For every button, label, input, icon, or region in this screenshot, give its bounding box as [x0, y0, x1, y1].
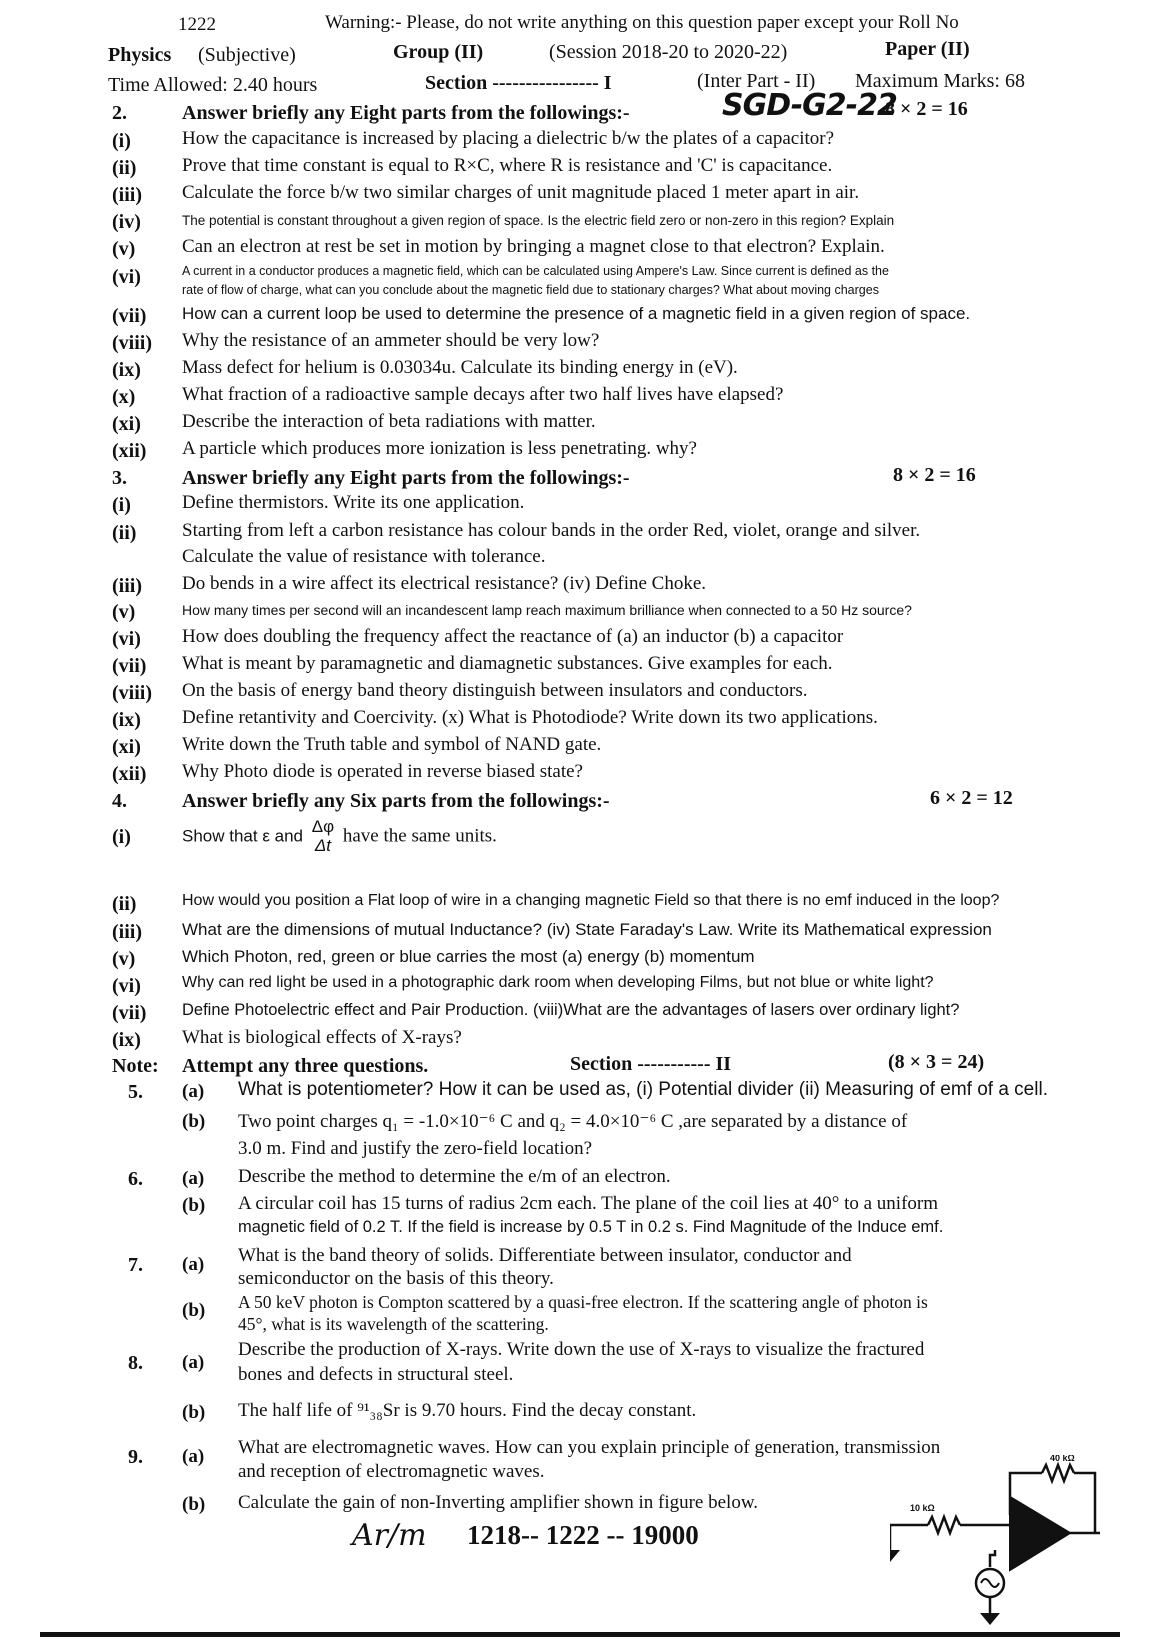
q7-part-b-cont: 45°, what is its wavelength of the scattering.: [238, 1314, 549, 1334]
group: Group (II): [393, 41, 484, 63]
q3-part-text: What is meant by paramagnetic and diamagnetic substances. Give examples for each.: [182, 653, 833, 674]
q2-part-text: Mass defect for helium is 0.03034u. Calculate its binding energy in (eV).: [182, 357, 738, 378]
non-inverting-amplifier-circuit: [890, 1455, 1120, 1645]
q2-part-number: (iv): [112, 211, 141, 233]
q2-part-text: How can a current loop be used to determine the presence of a magnetic field in a given region of space.: [182, 304, 971, 323]
q2-part-text: Calculate the force b/w two similar charges of unit magnitude placed 1 meter apart in air.: [182, 182, 860, 203]
q2-part-number: (ix): [112, 359, 141, 381]
q3-part-number: (xi): [112, 736, 141, 758]
part-a-label: (a): [182, 1352, 205, 1373]
q3-part-text: Starting from left a carbon resistance has colour bands in the order Red, violet, orange and silver.: [182, 520, 921, 541]
flux-rate-fraction: [312, 818, 334, 855]
q4-marks: 6 × 2 = 12: [930, 787, 1013, 809]
q5-part-b: Two point charges q₁ = -1.0×10⁻⁶ C and q₂ = 4.0×10⁻⁶ C ,are separated by a distance of: [238, 1111, 908, 1132]
q7-part-a-cont: semiconductor on the basis of this theory.: [238, 1268, 554, 1289]
resistor-10k-icon: [928, 1517, 960, 1533]
q5-number: 5.: [128, 1081, 143, 1103]
q9-part-a: What are electromagnetic waves. How can you explain principle of generation, transmission: [238, 1437, 941, 1458]
subject: Physics: [108, 44, 172, 66]
q4-part-number: (i): [112, 826, 131, 848]
q5-part-b-cont: 3.0 m. Find and justify the zero-field location?: [238, 1138, 593, 1159]
q2-part-text: How the capacitance is increased by placing a dielectric b/w the plates of a capacitor?: [182, 128, 835, 149]
q2-marks: 8 × 2 = 16: [885, 98, 968, 120]
subject-type: (Subjective): [198, 44, 296, 66]
q4-part-text: How would you position a Flat loop of wire in a changing magnetic Field so that there is no emf induced in the loop?: [182, 892, 1000, 909]
ground-icon: [980, 1613, 1000, 1625]
q4-part-number: (ii): [112, 893, 137, 915]
q4-number: 4.: [112, 790, 127, 812]
part-a-label: (a): [182, 1168, 205, 1189]
warning-text: Warning:- Please, do not write anything on this question paper except your Roll No: [325, 12, 959, 33]
resistor-40k-label: 40 kΩ: [1050, 1455, 1075, 1463]
q2-part-number: (iii): [112, 184, 142, 206]
q3-part-text: On the basis of energy band theory distinguish between insulators and conductors.: [182, 680, 808, 701]
resistor-40k-icon: [1042, 1465, 1074, 1481]
q4-part-text: What are the dimensions of mutual Inductance? (iv) State Faraday's Law. Write its Mathematical expression: [182, 920, 992, 939]
q4-part-text: Which Photon, red, green or blue carries the most (a) energy (b) momentum: [182, 947, 755, 966]
session: (Session 2018-20 to 2020-22): [549, 41, 788, 63]
q8-number: 8.: [128, 1352, 143, 1374]
q3-part-number: (iii): [112, 575, 142, 597]
part-b-label: (b): [182, 1300, 206, 1321]
q3-part-number: (ix): [112, 709, 141, 731]
q6-part-b-cont: magnetic field of 0.2 T. If the field is increase by 0.5 T in 0.2 s. Find Magnitude of the Induce emf.: [238, 1218, 944, 1236]
q4-part-text: Why can red light be used in a photographic dark room when developing Films, but not blue or white light?: [182, 974, 934, 991]
q2-part-text: The potential is constant throughout a given region of space. Is the electric field zero or non-zero in this region? Explain: [182, 213, 895, 228]
q2-part-number: (vi): [112, 266, 141, 288]
q4-part-number: (vi): [112, 975, 141, 997]
q7-number: 7.: [128, 1254, 143, 1276]
q2-part-text: Why the resistance of an ammeter should be very low?: [182, 330, 600, 351]
q3-part-text-cont: Calculate the value of resistance with tolerance.: [182, 546, 546, 567]
q3-part-text: Write down the Truth table and symbol of NAND gate.: [182, 734, 602, 755]
part-b-label: (b): [182, 1111, 206, 1132]
q2-part-number: (viii): [112, 332, 152, 354]
q7-part-a: What is the band theory of solids. Differentiate between insulator, conductor and: [238, 1245, 852, 1266]
q6-part-b: A circular coil has 15 turns of radius 2cm each. The plane of the coil lies at 40° to a uniform: [238, 1193, 939, 1214]
q2-part-text: Prove that time constant is equal to R×C, where R is resistance and 'C' is capacitance.: [182, 155, 833, 176]
q3-part-number: (xii): [112, 763, 147, 785]
part-b-label: (b): [182, 1195, 206, 1216]
q8-part-a-cont: bones and defects in structural steel.: [238, 1364, 514, 1385]
handwritten-signature: Ar/m: [352, 1518, 427, 1553]
q4-heading: Answer briefly any Six parts from the followings:-: [182, 790, 610, 812]
q3-part-number: (vii): [112, 655, 147, 677]
section-two-marks: (8 × 3 = 24): [888, 1051, 985, 1073]
fraction-numerator: Δφ: [311, 817, 335, 836]
ground-icon: [890, 1550, 900, 1562]
part-b-label: (b): [182, 1494, 206, 1515]
q3-part-text: Do bends in a wire affect its electrical resistance? (iv) Define Choke.: [182, 573, 707, 594]
q4-part-number: (iii): [112, 921, 142, 943]
maximum-marks: Maximum Marks: 68: [855, 70, 1025, 92]
paper-code: 1222: [178, 14, 216, 35]
q4-part-text: What is biological effects of X-rays?: [182, 1027, 462, 1048]
section-two: Section ----------- II: [570, 1053, 732, 1075]
q2-part-number: (ii): [112, 157, 137, 179]
note-text: Attempt any three questions.: [182, 1055, 429, 1077]
q6-number: 6.: [128, 1168, 143, 1190]
q3-part-number: (ii): [112, 522, 137, 544]
part-b-label: (b): [182, 1402, 206, 1423]
op-amp-icon: [1010, 1497, 1070, 1570]
q2-part-text: What fraction of a radioactive sample decays after two half lives have elapsed?: [182, 384, 784, 405]
q3-part-text: Define thermistors. Write its one application.: [182, 492, 525, 513]
q3-marks: 8 × 2 = 16: [893, 464, 976, 486]
q4-part-i-post: have the same units.: [342, 825, 497, 847]
q9-number: 9.: [128, 1446, 143, 1468]
q9-part-a-cont: and reception of electromagnetic waves.: [238, 1461, 545, 1482]
q4-part-number: (v): [112, 948, 136, 970]
q3-heading: Answer briefly any Eight parts from the followings:-: [182, 467, 630, 489]
q2-part-text-cont: rate of flow of charge, what can you conclude about the magnetic field due to stationary charges? What about moving charges: [182, 283, 879, 297]
q3-part-number: (v): [112, 601, 136, 623]
q2-handwritten-code: SGD-G2-22: [722, 88, 897, 123]
bottom-rule: [40, 1632, 1120, 1637]
inter-part: (Inter Part - II): [697, 70, 816, 92]
q3-part-text: Why Photo diode is operated in reverse biased state?: [182, 761, 583, 782]
q9-part-b: Calculate the gain of non-Inverting amplifier shown in figure below.: [238, 1492, 759, 1513]
part-a-label: (a): [182, 1446, 205, 1467]
part-a-label: (a): [182, 1081, 205, 1102]
q3-part-number: (viii): [112, 682, 152, 704]
section-one: Section ---------------- I: [425, 72, 612, 94]
time-allowed: Time Allowed: 2.40 hours: [108, 74, 318, 96]
q2-part-text: A current in a conductor produces a magnetic field, which can be calculated using Ampere's Law. Since current is defined as the: [182, 264, 889, 278]
q5-part-a: What is potentiometer? How it can be used as, (i) Potential divider (ii) Measuring of emf of a cell.: [238, 1079, 1048, 1100]
q8-part-b: The half life of ⁹¹₃₈Sr is 9.70 hours. Find the decay constant.: [238, 1400, 697, 1421]
q2-part-text: Describe the interaction of beta radiations with matter.: [182, 411, 596, 432]
q4-part-text: Define Photoelectric effect and Pair Production. (viii)What are the advantages of lasers over ordinary light?: [182, 1001, 960, 1019]
q2-heading: Answer briefly any Eight parts from the followings:-: [182, 102, 630, 124]
q2-part-number: (i): [112, 130, 131, 152]
q3-part-text: How does doubling the frequency affect the reactance of (a) an inductor (b) a capacitor: [182, 626, 844, 647]
q4-part-i: [182, 818, 497, 855]
q4-part-i-pre: Show that ε and: [182, 826, 303, 846]
q3-part-text: How many times per second will an incandescent lamp reach maximum brilliance when connected to a 50 Hz source?: [182, 602, 912, 618]
q3-part-number: (vi): [112, 628, 141, 650]
q2-part-number: (x): [112, 386, 136, 408]
q3-part-number: (i): [112, 494, 131, 516]
q2-part-number: (xi): [112, 413, 141, 435]
q6-part-a: Describe the method to determine the e/m of an electron.: [238, 1166, 671, 1187]
q3-part-text: Define retantivity and Coercivity. (x) What is Photodiode? Write down its two applications.: [182, 707, 878, 728]
note-label: Note:: [112, 1055, 159, 1077]
q2-part-text: Can an electron at rest be set in motion by bringing a magnet close to that electron? Explain.: [182, 236, 885, 257]
q4-part-number: (ix): [112, 1029, 141, 1051]
q2-part-text: A particle which produces more ionization is less penetrating. why?: [182, 438, 697, 459]
fraction-denominator: Δt: [314, 835, 331, 855]
q2-number: 2.: [112, 102, 127, 124]
q7-part-b: A 50 keV photon is Compton scattered by a quasi-free electron. If the scattering angle of photon is: [238, 1292, 928, 1312]
paper-number: Paper (II): [885, 38, 970, 60]
q2-part-number: (xii): [112, 440, 147, 462]
q8-part-a: Describe the production of X-rays. Write down the use of X-rays to visualize the fractured: [238, 1339, 925, 1360]
q2-part-number: (vii): [112, 305, 147, 327]
resistor-10k-label: 10 kΩ: [910, 1503, 935, 1513]
footer-code: 1218-- 1222 -- 19000: [467, 1520, 699, 1550]
q2-part-number: (v): [112, 238, 136, 260]
q3-number: 3.: [112, 467, 127, 489]
part-a-label: (a): [182, 1254, 205, 1275]
q4-part-number: (vii): [112, 1002, 147, 1024]
